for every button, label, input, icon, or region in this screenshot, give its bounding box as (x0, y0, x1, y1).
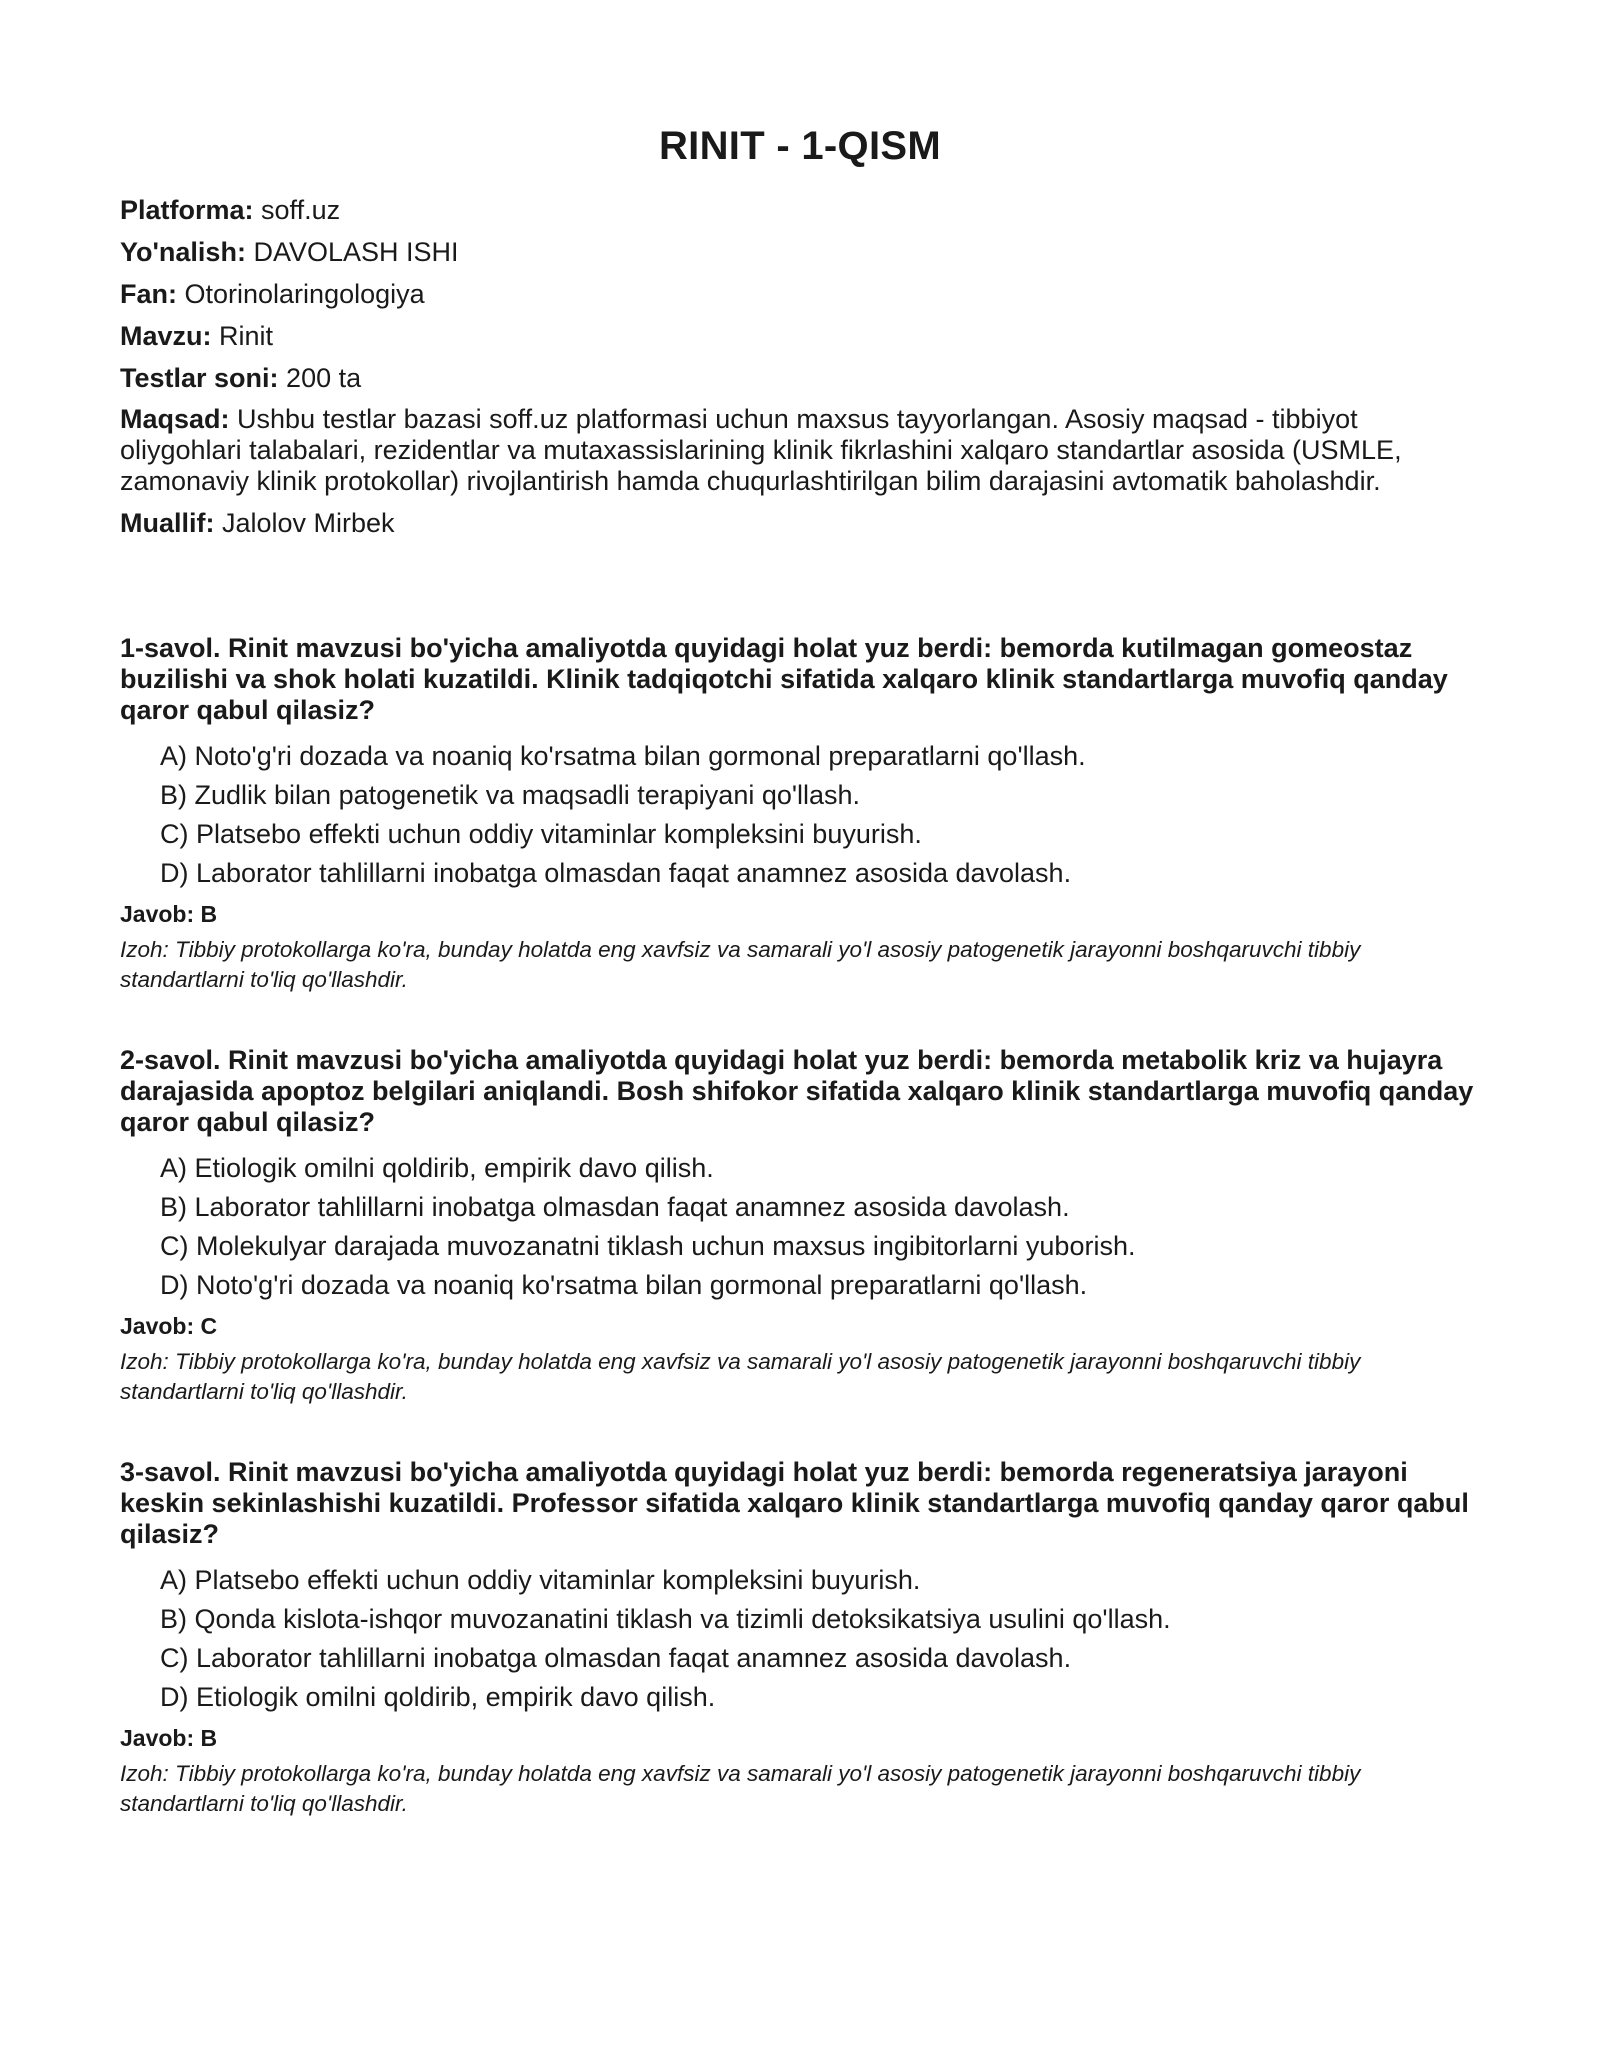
meta-label: Maqsad: (120, 404, 230, 434)
meta-label: Yo'nalish: (120, 237, 246, 267)
meta-direction (120, 236, 1480, 268)
option-b: B) Laborator tahlillarni inobatga olmasdan faqat anamnez asosida davolash. (160, 1192, 1070, 1222)
meta-platform (120, 194, 1480, 226)
explanation-note: Izoh: Tibbiy protokollarga ko'ra, bunday holatda eng xavfsiz va samarali yo'l asosiy patogenetik jarayonni boshqaruvchi tibbiy standartlarni to'liq qo'llashdir. (120, 1349, 1361, 1404)
answer-options (120, 740, 1480, 889)
question-text: 3-savol. Rinit mavzusi bo'yicha amaliyotda quyidagi holat yuz berdi: bemorda regeneratsiya jarayoni keskin sekinlashishi kuzatildi. Professor sifatida xalqaro klinik standartlarga muvofiq qanday qaror qabul qilasiz? (120, 1457, 1469, 1549)
option-a: A) Platsebo effekti uchun oddiy vitaminlar kompleksini buyurish. (160, 1565, 921, 1595)
meta-value: Rinit (211, 321, 274, 351)
meta-label: Mavzu: (120, 321, 212, 351)
question-block (120, 633, 1480, 995)
question-block (120, 1045, 1480, 1407)
meta-topic (120, 320, 1480, 352)
meta-value: Otorinolaringologiya (177, 279, 425, 309)
section-spacer (120, 549, 1480, 633)
option-b: B) Zudlik bilan patogenetik va maqsadli terapiyani qo'llash. (160, 780, 861, 810)
option-c: C) Laborator tahlillarni inobatga olmasdan faqat anamnez asosida davolash. (160, 1643, 1072, 1673)
answer-options (120, 1564, 1480, 1713)
meta-value: 200 ta (278, 363, 362, 393)
meta-label: Platforma: (120, 195, 254, 225)
option-a: A) Noto'g'ri dozada va noaniq ko'rsatma bilan gormonal preparatlarni qo'llash. (160, 741, 1086, 771)
answer-options (120, 1152, 1480, 1301)
meta-label: Muallif: (120, 508, 215, 538)
question-block (120, 1457, 1480, 1819)
option-a: A) Etiologik omilni qoldirib, empirik davo qilish. (160, 1153, 714, 1183)
meta-section (120, 194, 1480, 539)
option-c: C) Platsebo effekti uchun oddiy vitaminlar kompleksini buyurish. (160, 819, 922, 849)
option-d: D) Etiologik omilni qoldirib, empirik davo qilish. (160, 1682, 716, 1712)
option-c: C) Molekulyar darajada muvozanatni tiklash uchun maxsus ingibitorlarni yuborish. (160, 1231, 1136, 1261)
meta-value: DAVOLASH ISHI (245, 237, 459, 267)
meta-test-count (120, 362, 1480, 394)
question-text: 2-savol. Rinit mavzusi bo'yicha amaliyotda quyidagi holat yuz berdi: bemorda metabolik kriz va hujayra darajasida apoptoz belgilari aniqlandi. Bosh shifokor sifatida xalqaro klinik standartlarga muvofiq qanday qaror qabul qilasiz? (120, 1045, 1474, 1137)
explanation-note: Izoh: Tibbiy protokollarga ko'ra, bunday holatda eng xavfsiz va samarali yo'l asosiy patogenetik jarayonni boshqaruvchi tibbiy standartlarni to'liq qo'llashdir. (120, 1761, 1361, 1816)
meta-purpose (120, 404, 1480, 497)
option-d: D) Noto'g'ri dozada va noaniq ko'rsatma bilan gormonal preparatlarni qo'llash. (160, 1270, 1088, 1300)
correct-answer: Javob: C (120, 1313, 218, 1339)
document-page (120, 118, 1480, 1869)
correct-answer: Javob: B (120, 901, 218, 927)
meta-value: Ushbu testlar bazasi soff.uz platformasi uchun maxsus tayyorlangan. Asosiy maqsad - tibbiyot oliygohlari talabalari, rezidentlar va mutaxassislarining klinik fikrlashini xalqaro standartlar asosida (USMLE, zamonaviy klinik protokollar) rivojlantirish hamda chuqurlashtirilgan bilim darajasini avtomatik baholashdir. (120, 404, 1402, 496)
option-d: D) Laborator tahlillarni inobatga olmasdan faqat anamnez asosida davolash. (160, 858, 1072, 888)
meta-author (120, 507, 1480, 539)
meta-label: Testlar soni: (120, 363, 279, 393)
meta-value: soff.uz (253, 195, 341, 225)
meta-value: Jalolov Mirbek (214, 508, 395, 538)
option-b: B) Qonda kislota-ishqor muvozanatini tiklash va tizimli detoksikatsiya usulini qo'llash. (160, 1604, 1171, 1634)
meta-label: Fan: (120, 279, 177, 309)
correct-answer: Javob: B (120, 1725, 218, 1751)
explanation-note: Izoh: Tibbiy protokollarga ko'ra, bunday holatda eng xavfsiz va samarali yo'l asosiy patogenetik jarayonni boshqaruvchi tibbiy standartlarni to'liq qo'llashdir. (120, 937, 1361, 992)
meta-subject (120, 278, 1480, 310)
question-text: 1-savol. Rinit mavzusi bo'yicha amaliyotda quyidagi holat yuz berdi: bemorda kutilmagan gomeostaz buzilishi va shok holati kuzatildi. Klinik tadqiqotchi sifatida xalqaro klinik standartlarga muvofiq qanday qaror qabul qilasiz? (120, 633, 1448, 725)
document-title: RINIT - 1-QISM (659, 124, 941, 168)
